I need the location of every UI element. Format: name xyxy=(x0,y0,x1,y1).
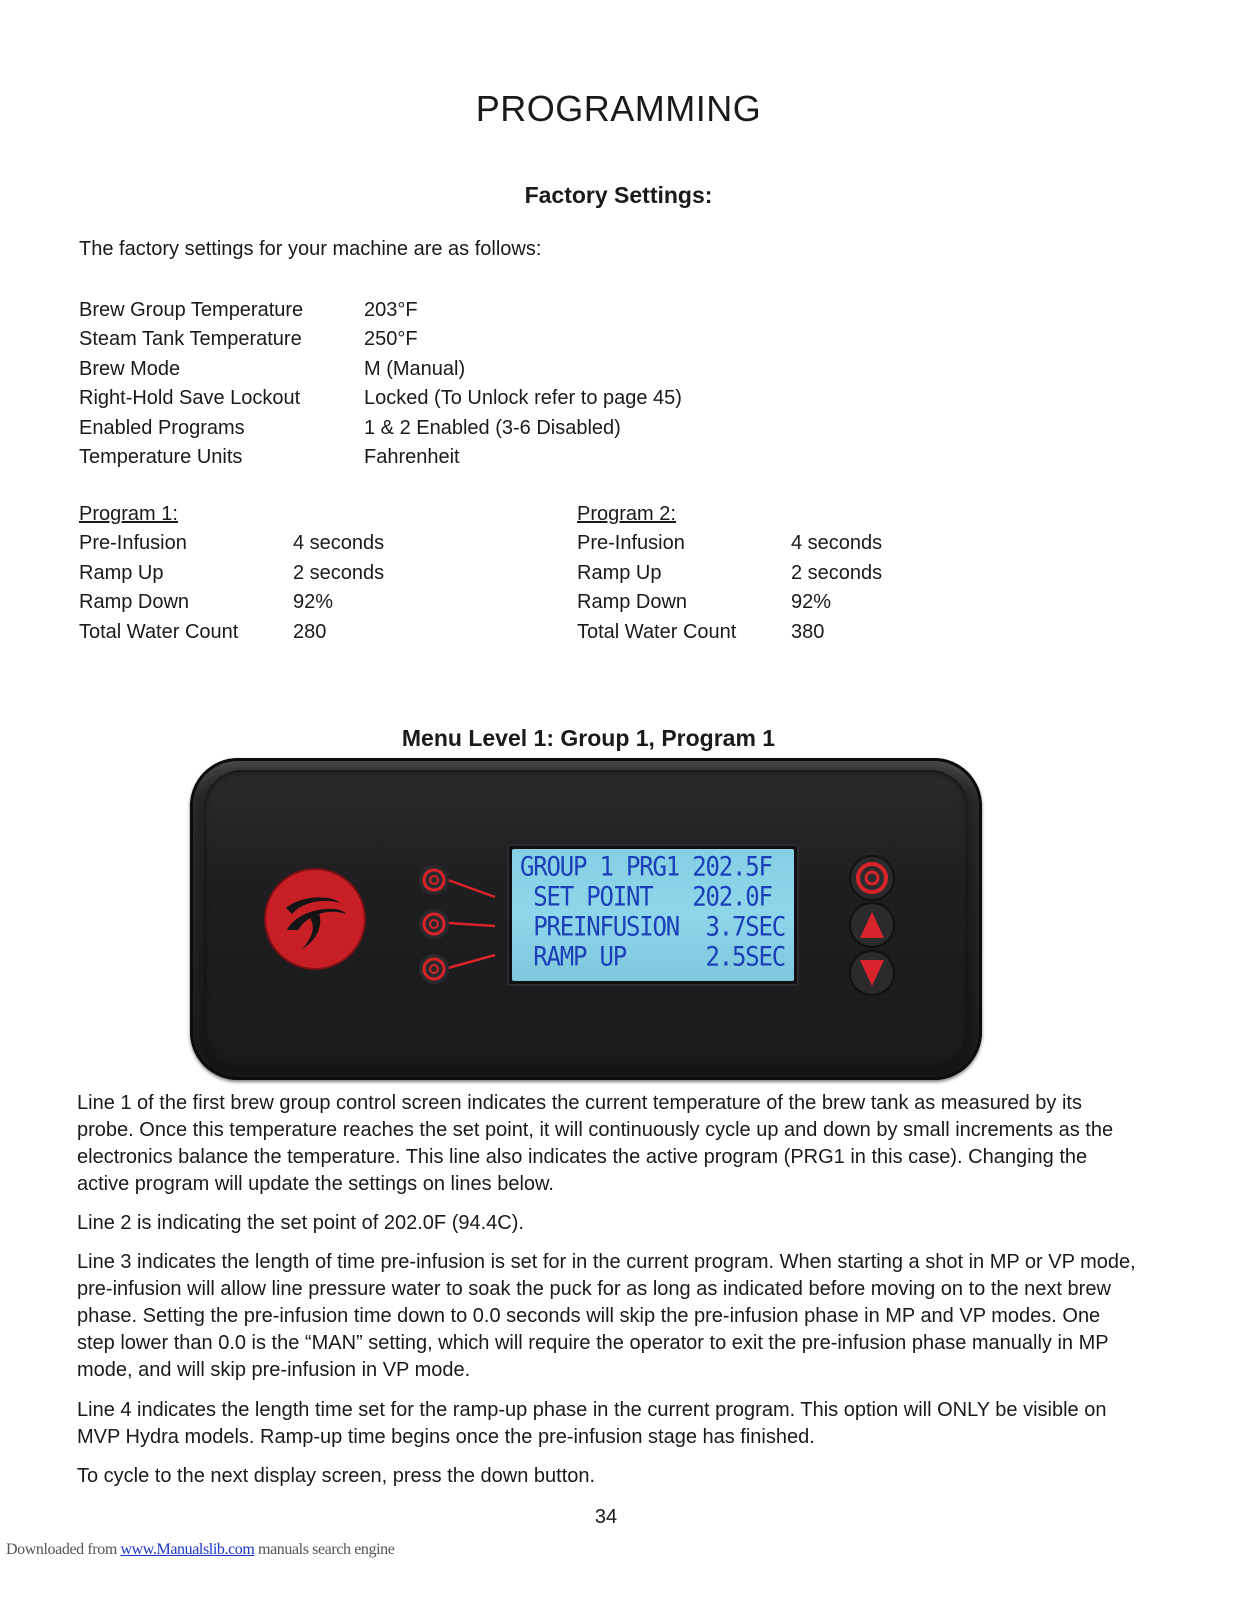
program-value: 280 xyxy=(293,620,327,643)
setting-label: Steam Tank Temperature xyxy=(79,328,302,351)
setting-value: 203°F xyxy=(364,299,418,321)
factory-settings-heading: Factory Settings: xyxy=(524,182,713,208)
program-label: Ramp Up xyxy=(577,561,662,584)
setting-value: M (Manual) xyxy=(364,357,466,380)
setting-label: Temperature Units xyxy=(79,446,243,469)
program-2-heading: Program 2: xyxy=(577,503,676,525)
lcd-line-1: GROUP 1 PRG1 202.5F xyxy=(520,851,772,883)
program-row xyxy=(79,618,384,647)
page-number: 34 xyxy=(594,1506,618,1528)
setting-row xyxy=(79,355,682,384)
program-value: 4 seconds xyxy=(791,532,883,555)
download-footer xyxy=(6,1541,394,1559)
footer-prefix: Downloaded from xyxy=(6,1541,121,1558)
program-value: 4 seconds xyxy=(293,532,385,555)
program-value: 2 seconds xyxy=(293,561,385,584)
program-label: Pre-Infusion xyxy=(79,532,187,555)
top-line-button[interactable] xyxy=(419,865,449,895)
program-value: 92% xyxy=(791,591,832,614)
setting-value: Fahrenheit xyxy=(364,446,460,469)
program-label: Total Water Count xyxy=(79,620,239,643)
lcd-line-4: RAMP UP 2.5SEC xyxy=(520,941,785,973)
setting-label: Enabled Programs xyxy=(79,416,245,439)
setting-label: Right-Hold Save Lockout xyxy=(79,387,301,410)
program-row xyxy=(577,618,882,647)
left-menu-buttons xyxy=(448,880,495,968)
paragraph-line-3: Line 3 indicates the length of time pre-infusion is set for in the current program. When starting a shot in MP or VP mode, pre-infusion will allow line pressure water to soak the puck for as long as indicated before moving on to the next brew phase. Setting the pre-infusion time down to 0.0 seconds will skip the pre-infusion phase in MP and VP modes. One step lower than 0.0 is the “MAN” setting, which will require the operator to exit the pre-infusion phase manually in MP mode, and will skip pre-infusion in VP mode. xyxy=(77,1251,1136,1381)
program-row xyxy=(577,529,882,558)
program-label: Ramp Down xyxy=(79,591,190,614)
lcd-screen xyxy=(512,849,794,981)
control-panel-photo xyxy=(190,758,982,1080)
program-label: Total Water Count xyxy=(577,620,737,643)
up-arrow-button[interactable] xyxy=(850,903,894,947)
setting-label: Brew Group Temperature xyxy=(79,299,304,321)
lcd-line-2: SET POINT 202.0F xyxy=(520,881,772,913)
intro-text: The factory settings for your machine are as follows: xyxy=(79,238,542,260)
program-2-settings xyxy=(577,500,882,647)
program-1-settings xyxy=(79,500,384,647)
select-button[interactable] xyxy=(850,856,894,900)
setting-value: Locked (To Unlock refer to page 45) xyxy=(364,387,682,410)
paragraph-next-screen: To cycle to the next display screen, press the down button. xyxy=(77,1465,596,1487)
menu-level-heading: Menu Level 1: Group 1, Program 1 xyxy=(401,725,776,751)
paragraph-line-1: Line 1 of the first brew group control screen indicates the current temperature of the brew tank as measured by its probe. Once this temperature reaches the set point, it will continuously cycle up and down by small increments as the electronics balance the temperature. This line also indicates the active program (PRG1 in this case). Changing the active program will update the settings on lines below. xyxy=(77,1092,1114,1195)
program-row xyxy=(79,529,384,558)
setting-value: 1 & 2 Enabled (3-6 Disabled) xyxy=(364,416,621,439)
program-row xyxy=(79,559,384,588)
program-value: 2 seconds xyxy=(791,561,883,584)
manualslib-link[interactable]: www.Manualslib.com xyxy=(120,1541,255,1558)
program-label: Pre-Infusion xyxy=(577,532,685,555)
lcd-bezel xyxy=(507,844,799,986)
page-title: PROGRAMMING xyxy=(475,88,762,129)
paragraph-line-2: Line 2 is indicating the set point of 202.0F (94.4C). xyxy=(77,1212,524,1234)
paragraph-line-4: Line 4 indicates the length time set for the ramp-up phase in the current program. This option will ONLY be visible on MVP Hydra models. Ramp-up time begins once the pre-infusion stage has finished. xyxy=(77,1399,1107,1448)
program-label: Ramp Down xyxy=(577,591,688,614)
program-value: 92% xyxy=(293,591,334,614)
program-1-heading: Program 1: xyxy=(79,503,178,525)
middle-line-button[interactable] xyxy=(419,909,449,939)
down-arrow-button[interactable] xyxy=(850,951,894,995)
setting-row xyxy=(79,443,682,472)
setting-row xyxy=(79,414,682,443)
brand-logo-icon xyxy=(265,869,365,969)
footer-suffix: manuals search engine xyxy=(254,1541,395,1558)
bottom-line-button[interactable] xyxy=(419,954,449,984)
setting-row xyxy=(79,325,682,354)
setting-row xyxy=(79,296,682,325)
program-row xyxy=(577,559,882,588)
setting-value: 250°F xyxy=(364,328,418,351)
setting-label: Brew Mode xyxy=(79,357,181,380)
program-row xyxy=(577,588,882,617)
lcd-line-3: PREINFUSION 3.7SEC xyxy=(520,911,785,943)
program-row xyxy=(79,588,384,617)
program-value: 380 xyxy=(791,620,825,643)
program-label: Ramp Up xyxy=(79,561,164,584)
setting-row xyxy=(79,384,682,413)
factory-settings-list xyxy=(79,296,682,472)
